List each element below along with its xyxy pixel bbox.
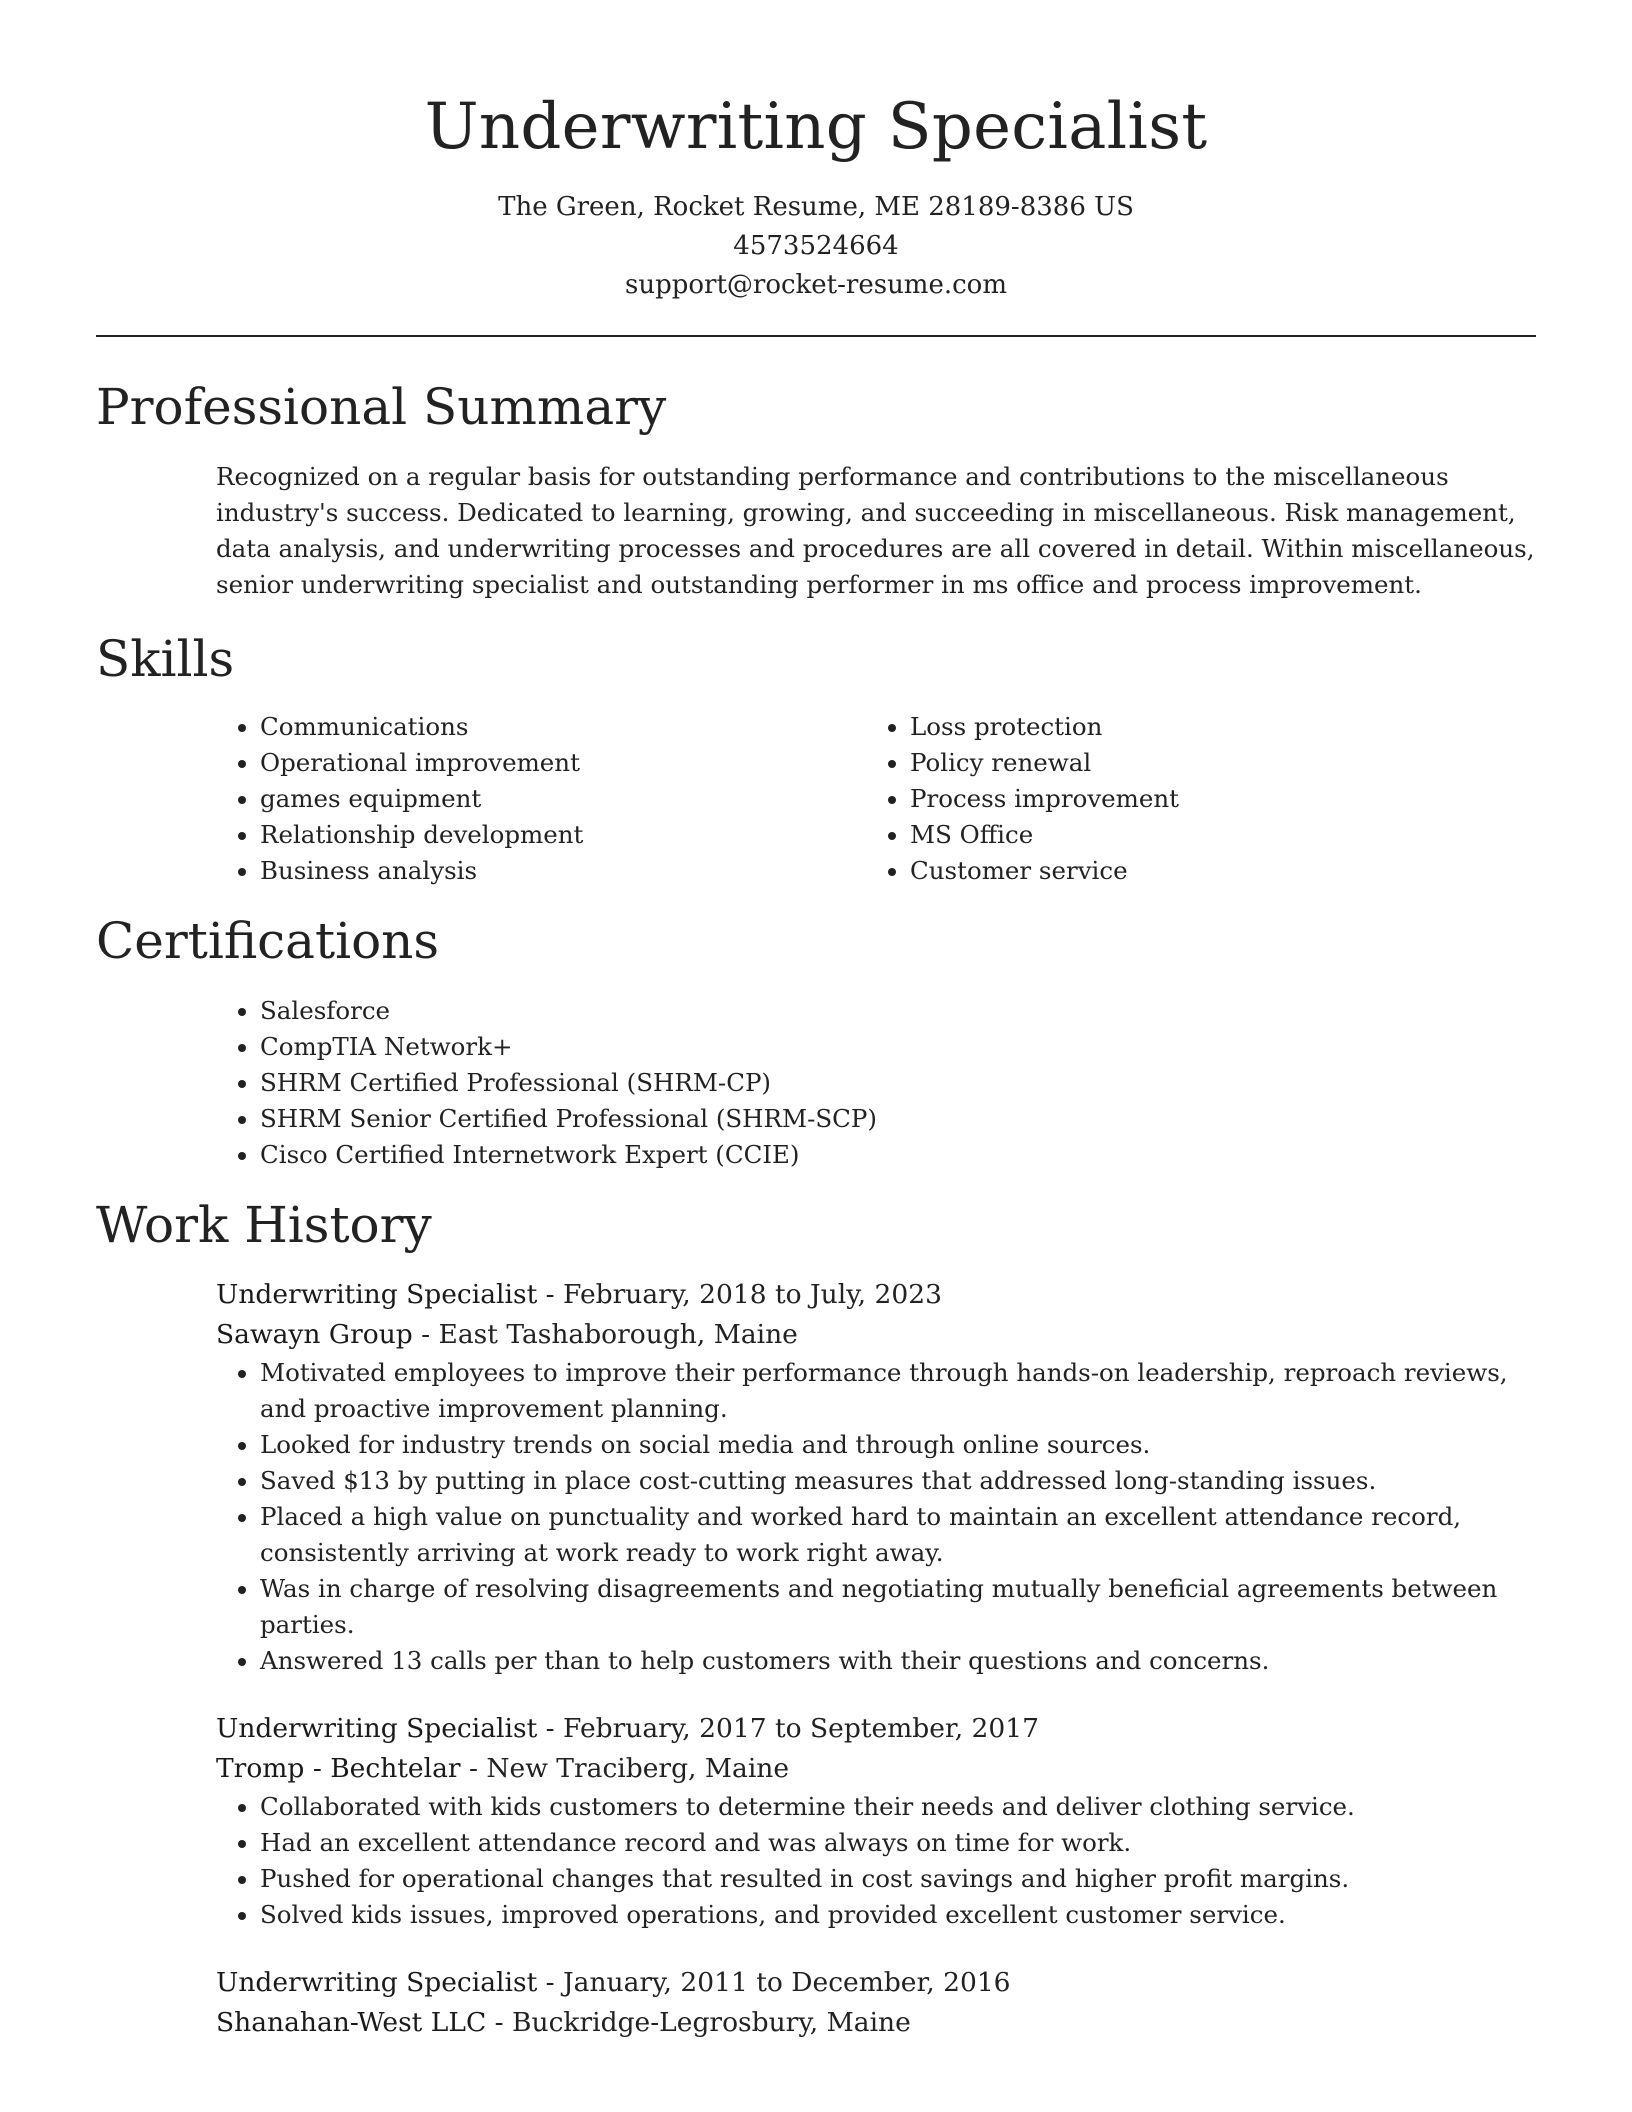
job-company-line bbox=[216, 1315, 1536, 1355]
job-bullet: • Looked for industry trends on social media and through online sources. bbox=[260, 1427, 1536, 1463]
job-entry bbox=[96, 1709, 1536, 1933]
job-bullet: • Collaborated with kids customers to determine their needs and deliver clothing service. bbox=[260, 1789, 1536, 1825]
job-bullet: • Placed a high value on punctuality and worked hard to maintain an excellent attendance record, consistently arriving at work ready to work right away. bbox=[260, 1499, 1536, 1571]
job-company-line bbox=[216, 2003, 1536, 2043]
certification-item: • CompTIA Network+ bbox=[260, 1029, 1536, 1065]
job-dates: - January, 2011 to December, 2016 bbox=[537, 1967, 1011, 1998]
job-location: - East Tashaborough, Maine bbox=[412, 1319, 798, 1350]
address: The Green, Rocket Resume, ME 28189-8386 US bbox=[498, 192, 1134, 222]
job-entry bbox=[96, 1963, 1536, 2043]
certification-item: • SHRM Senior Certified Professional (SHRM-SCP) bbox=[260, 1101, 1536, 1137]
skill-item: • games equipment bbox=[260, 781, 866, 817]
job-company: Sawayn Group bbox=[216, 1319, 413, 1350]
job-bullet: • Saved $13 by putting in place cost-cutting measures that addressed long-standing issues. bbox=[260, 1463, 1536, 1499]
job-title-line bbox=[216, 1709, 1536, 1749]
certification-item: • Salesforce bbox=[260, 993, 1536, 1029]
skill-item: • Loss protection bbox=[910, 709, 1516, 745]
summary-section bbox=[96, 459, 1536, 603]
summary-heading: Professional Summary bbox=[96, 378, 667, 436]
job-title-line bbox=[216, 1963, 1536, 2003]
job-entry bbox=[96, 1275, 1536, 1679]
skill-item: • Communications bbox=[260, 709, 866, 745]
job-dates: - February, 2017 to September, 2017 bbox=[537, 1713, 1039, 1744]
job-bullet: • Motivated employees to improve their performance through hands-on leadership, reproach reviews, and proactive improvement planning. bbox=[260, 1355, 1536, 1427]
job-bullets bbox=[216, 1789, 1536, 1933]
job-bullets bbox=[216, 1355, 1536, 1679]
contact-info bbox=[96, 188, 1536, 305]
skills-column-right bbox=[866, 709, 1516, 889]
skills-heading: Skills bbox=[96, 630, 235, 688]
job-location: - New Traciberg, Maine bbox=[460, 1753, 790, 1784]
phone: 4573524664 bbox=[733, 231, 899, 261]
certifications-list bbox=[96, 993, 1536, 1173]
candidate-name: Underwriting Specialist bbox=[424, 90, 1208, 164]
job-dates: - February, 2018 to July, 2023 bbox=[537, 1279, 942, 1310]
job-bullet: • Was in charge of resolving disagreements and negotiating mutually beneficial agreements between parties. bbox=[260, 1571, 1536, 1643]
skills-grid bbox=[96, 709, 1536, 889]
resume-header bbox=[96, 0, 1536, 305]
skill-item: • Customer service bbox=[910, 853, 1516, 889]
skill-item: • Business analysis bbox=[260, 853, 866, 889]
skills-column-left bbox=[216, 709, 866, 889]
job-role: Underwriting Specialist bbox=[216, 1279, 538, 1310]
certifications-heading: Certifications bbox=[96, 912, 440, 970]
job-company: Shanahan-West LLC bbox=[216, 2007, 487, 2038]
job-company: Tromp - Bechtelar bbox=[216, 1753, 461, 1784]
job-bullet: • Solved kids issues, improved operations, and provided excellent customer service. bbox=[260, 1897, 1536, 1933]
skill-item: • Relationship development bbox=[260, 817, 866, 853]
job-role: Underwriting Specialist bbox=[216, 1713, 538, 1744]
work-history-heading: Work History bbox=[96, 1196, 432, 1254]
email: support@rocket-resume.com bbox=[624, 270, 1007, 300]
job-bullet: • Answered 13 calls per than to help customers with their questions and concerns. bbox=[260, 1643, 1536, 1679]
summary-text: Recognized on a regular basis for outstanding performance and contributions to the miscellaneous industry's success. Dedicated to learning, growing, and succeeding in miscellaneous. Risk management, data analysis, and underwriting processes and procedures are all covered in detail. Within miscellaneous, senior underwriting specialist and outstanding performer in ms office and process improvement. bbox=[216, 462, 1535, 599]
job-title-line bbox=[216, 1275, 1536, 1315]
job-location: - Buckridge-Legrosbury, Maine bbox=[486, 2007, 911, 2038]
job-role: Underwriting Specialist bbox=[216, 1967, 538, 1998]
job-bullet: • Had an excellent attendance record and was always on time for work. bbox=[260, 1825, 1536, 1861]
job-bullet: • Pushed for operational changes that resulted in cost savings and higher profit margins. bbox=[260, 1861, 1536, 1897]
skill-item: • Operational improvement bbox=[260, 745, 866, 781]
skill-item: • Process improvement bbox=[910, 781, 1516, 817]
certification-item: • SHRM Certified Professional (SHRM-CP) bbox=[260, 1065, 1536, 1101]
skill-item: • MS Office bbox=[910, 817, 1516, 853]
header-divider bbox=[96, 335, 1536, 337]
certification-item: • Cisco Certified Internetwork Expert (CCIE) bbox=[260, 1137, 1536, 1173]
job-company-line bbox=[216, 1749, 1536, 1789]
skill-item: • Policy renewal bbox=[910, 745, 1516, 781]
